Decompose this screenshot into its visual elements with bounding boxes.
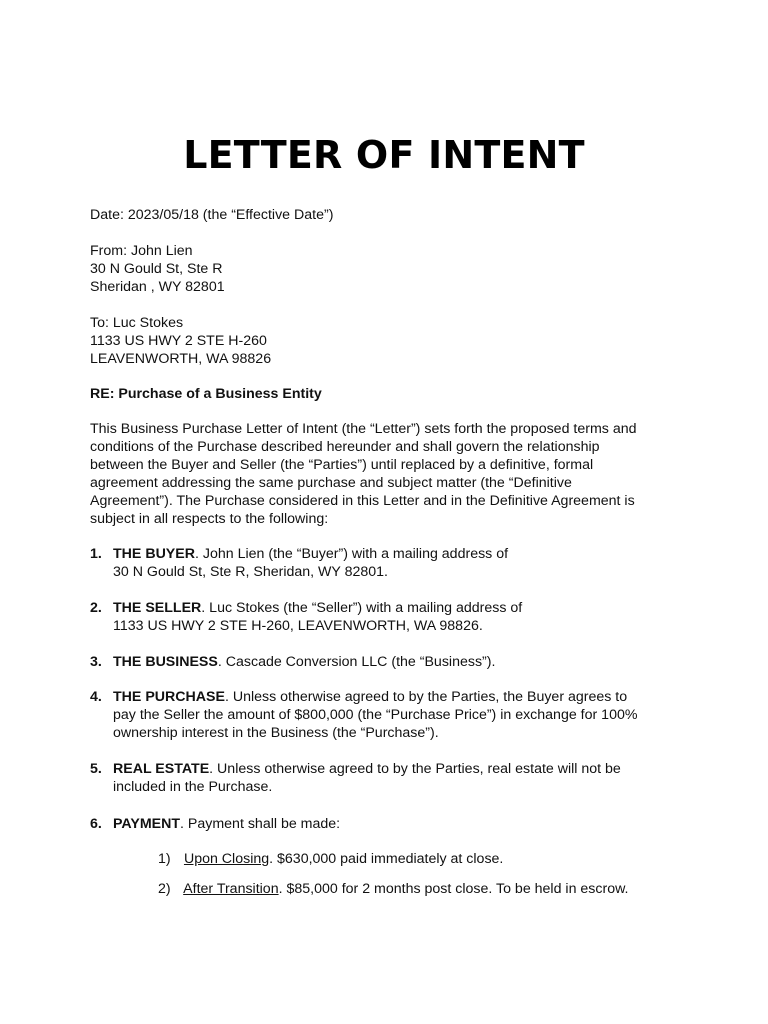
- intro-line: Agreement”). The Purchase considered in this Letter and in the Definitive Agreement is: [90, 493, 635, 509]
- term-text: pay the Seller the amount of $800,000 (the “Purchase Price”) in exchange for 100%: [113, 707, 638, 723]
- term-item-buyer: [90, 545, 680, 581]
- to-city: LEAVENWORTH, WA 98826: [90, 351, 272, 367]
- subject-line: [90, 385, 690, 403]
- term-heading: THE BUYER: [113, 546, 195, 562]
- term-number: 1.: [90, 546, 102, 562]
- term-heading: REAL ESTATE: [113, 761, 210, 777]
- payment-text: . $85,000 for 2 months post close. To be held in escrow.: [278, 881, 629, 897]
- from-name: From: John Lien: [90, 243, 193, 259]
- document-title: LETTER OF INTENT: [183, 133, 585, 177]
- term-item-payment: [90, 815, 680, 833]
- term-text: ownership interest in the Business (the “Purchase”).: [113, 725, 439, 741]
- intro-line: subject in all respects to the following:: [90, 511, 329, 527]
- term-text: 30 N Gould St, Ste R, Sheridan, WY 82801.: [113, 564, 388, 580]
- term-item-seller: [90, 599, 680, 635]
- payment-number: 1): [158, 851, 171, 867]
- term-item-real-estate: [90, 760, 680, 796]
- payment-number: 2): [158, 881, 171, 897]
- from-street: 30 N Gould St, Ste R: [90, 261, 223, 277]
- subject-text: RE: Purchase of a Business Entity: [90, 386, 322, 402]
- to-address-block: [90, 314, 690, 368]
- term-heading: THE BUSINESS: [113, 654, 218, 670]
- term-item-business: [90, 653, 680, 671]
- term-number: 6.: [90, 816, 102, 832]
- term-text: 1133 US HWY 2 STE H-260, LEAVENWORTH, WA 98826.: [113, 618, 483, 634]
- from-address-block: [90, 242, 690, 296]
- term-item-purchase: [90, 688, 680, 742]
- intro-line: agreement addressing the same purchase and subject matter (the “Definitive: [90, 475, 572, 491]
- intro-line: between the Buyer and Seller (the “Parties”) until replaced by a definitive, formal: [90, 457, 594, 473]
- term-number: 2.: [90, 600, 102, 616]
- date-line: [90, 206, 690, 224]
- payment-text: . $630,000 paid immediately at close.: [269, 851, 504, 867]
- term-number: 5.: [90, 761, 102, 777]
- term-text: . Luc Stokes (the “Seller”) with a mailing address of: [201, 600, 523, 616]
- term-number: 3.: [90, 654, 102, 670]
- payment-item-upon-closing: [158, 850, 718, 868]
- intro-line: This Business Purchase Letter of Intent (the “Letter”) sets forth the proposed terms and: [90, 421, 637, 437]
- intro-line: conditions of the Purchase described hereunder and shall govern the relationship: [90, 439, 600, 455]
- term-text: . Payment shall be made:: [180, 816, 341, 832]
- payment-heading: Upon Closing: [183, 851, 270, 867]
- date-text: Date: 2023/05/18 (the “Effective Date”): [90, 207, 334, 223]
- term-text: included in the Purchase.: [113, 779, 273, 795]
- term-text: . John Lien (the “Buyer”) with a mailing address of: [194, 546, 509, 562]
- term-heading: THE PURCHASE: [113, 689, 225, 705]
- term-number: 4.: [90, 689, 102, 705]
- from-city: Sheridan , WY 82801: [90, 279, 225, 295]
- term-text: . Unless otherwise agreed to by the Parties, real estate will not be: [209, 761, 621, 777]
- to-name: To: Luc Stokes: [90, 315, 184, 331]
- term-heading: PAYMENT: [113, 816, 181, 832]
- intro-paragraph: [90, 420, 690, 528]
- term-text: . Cascade Conversion LLC (the “Business”).: [217, 654, 496, 670]
- to-street: 1133 US HWY 2 STE H-260: [90, 333, 267, 349]
- term-heading: THE SELLER: [113, 600, 202, 616]
- payment-heading: After Transition: [183, 881, 279, 897]
- term-text: . Unless otherwise agreed to by the Parties, the Buyer agrees to: [224, 689, 628, 705]
- payment-item-after-transition: [158, 880, 718, 898]
